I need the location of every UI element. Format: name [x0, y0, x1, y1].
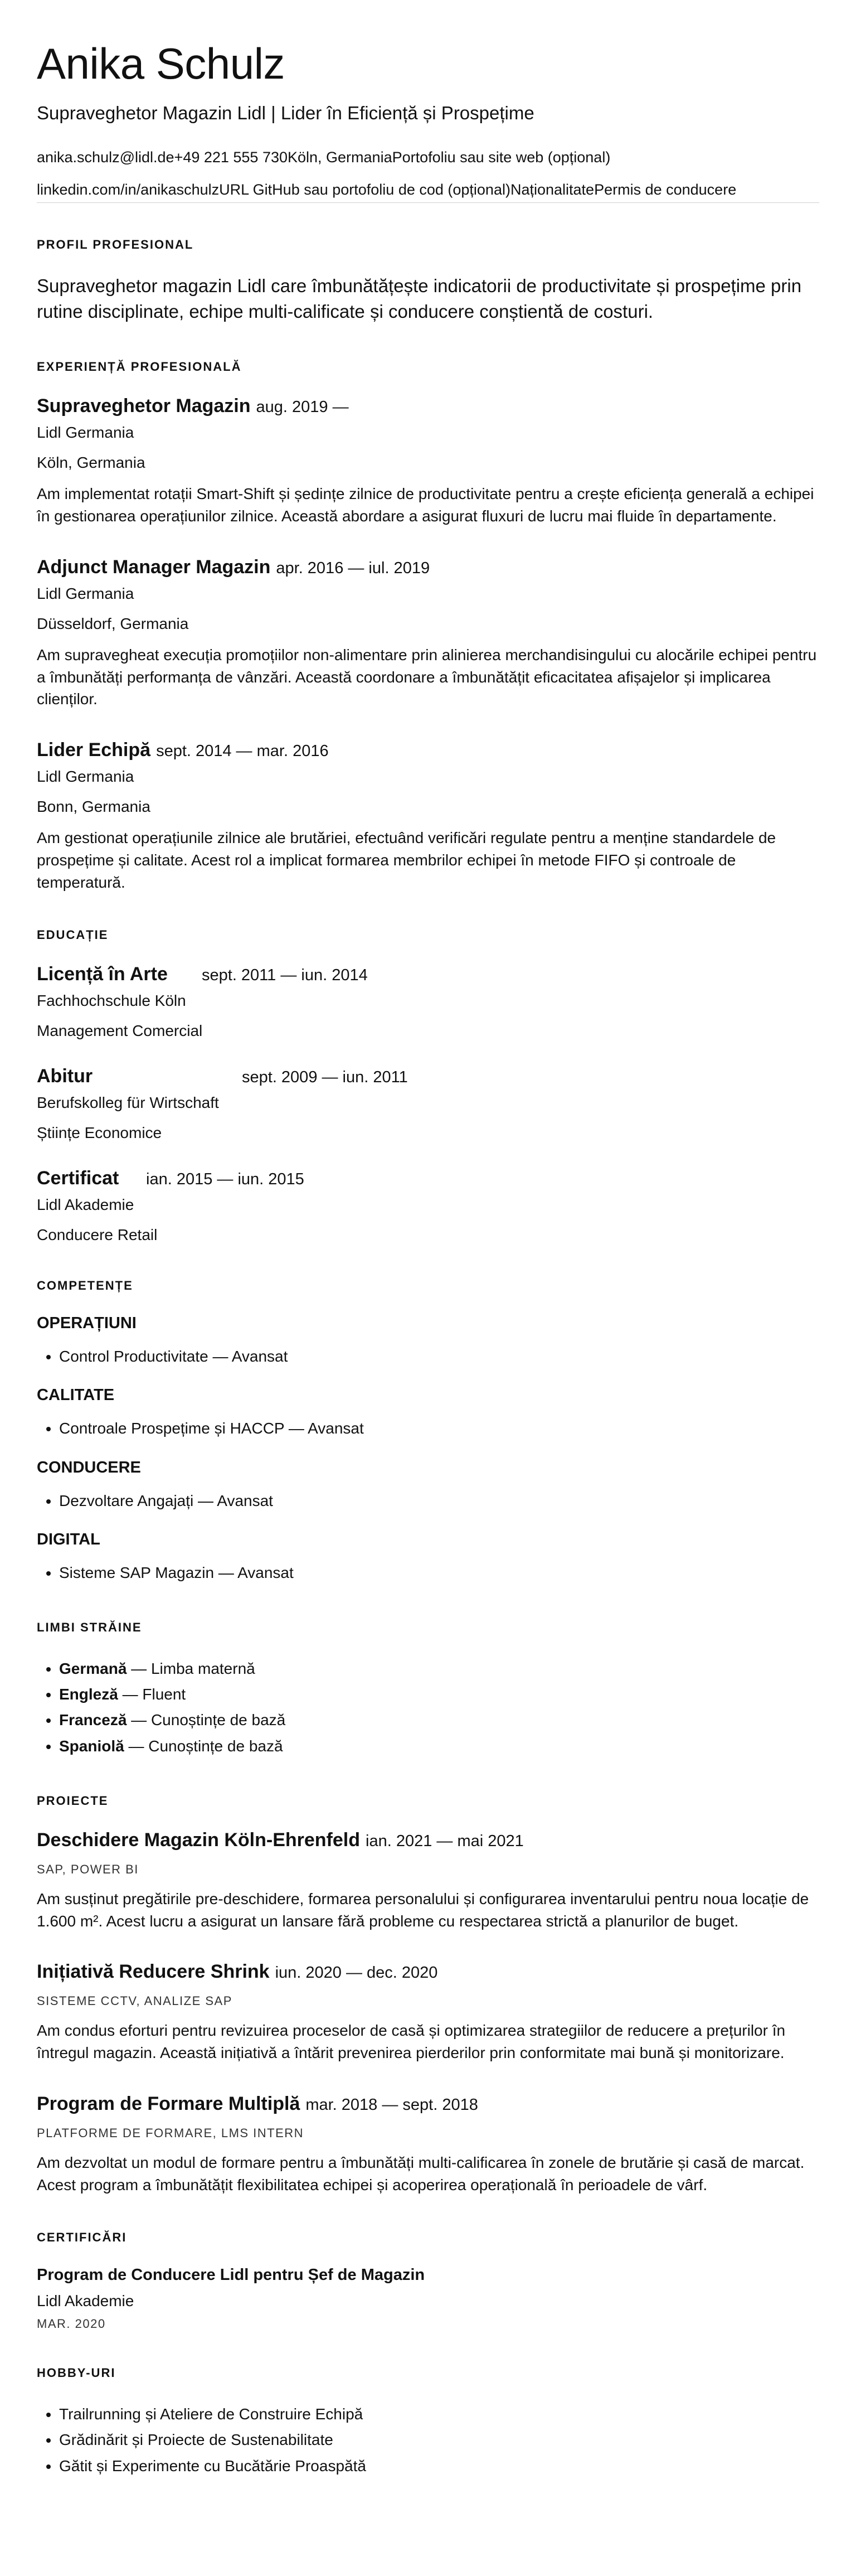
job-dates: apr. 2016 — iul. 2019: [276, 559, 430, 577]
certification-date: MAR. 2020: [37, 2317, 106, 2331]
project-name: Inițiativă Reducere Shrink: [37, 1961, 270, 1983]
skill-item: • Controale Prospețime și HACCP — Avansat: [59, 1416, 819, 1441]
section-title-skills: COMPETENȚE: [37, 1279, 133, 1293]
phone-text: +49 221 555 730: [174, 148, 288, 166]
email-link[interactable]: anika.schulz@lidl.de: [37, 148, 174, 166]
job-location: Köln, Germania: [37, 454, 145, 472]
nationality-text: Naționalitate: [510, 181, 595, 198]
section-title-projects: PROIECTE: [37, 1793, 109, 1808]
language-item: [59, 1656, 819, 1682]
candidate-name: Anika Schulz: [37, 39, 285, 88]
job-dates: aug. 2019 —: [256, 398, 349, 417]
contact-line-2: [37, 181, 819, 202]
project-entry: [37, 2093, 819, 2196]
project-description: Am condus eforturi pentru revizuirea proceselor de casă și optimizarea strategiilor de reducere a prețurilor în întregul magazin. Această inițiativă a întărit prevenirea pierderilor prin conformitate mai bună și monitorizare.: [37, 2022, 786, 2062]
certification-entry: [37, 2266, 819, 2331]
section-title-experience: EXPERIENȚĂ PROFESIONALĂ: [37, 360, 242, 374]
location-text: Köln, Germania: [288, 148, 392, 166]
project-name: Deschidere Magazin Köln-Ehrenfeld: [37, 1829, 360, 1851]
certification-name: Program de Conducere Lidl pentru Șef de Magazin: [37, 2266, 425, 2284]
school-name: Berufskolleg für Wirtschaft: [37, 1094, 219, 1112]
skill-category: CALITATE: [37, 1386, 115, 1405]
job-company: Lidl Germania: [37, 768, 134, 786]
language-level: — Fluent: [118, 1686, 186, 1703]
skill-item: • Control Productivitate — Avansat: [59, 1344, 819, 1369]
job-company: Lidl Germania: [37, 584, 134, 602]
language-item: [59, 1682, 819, 1707]
job-title: Supraveghetor Magazin: [37, 395, 251, 417]
projects-list: [37, 1829, 819, 2196]
project-tools: PLATFORME DE FORMARE, LMS INTERN: [37, 2125, 304, 2140]
project-description: Am dezvoltat un modul de formare pentru a îmbunătăți multi-calificarea în zonele de brutărie și casă de marcat. Acest program a îmbunătățit flexibilitatea echipei și acoperirea operațională în perioadele de vârf.: [37, 2153, 805, 2194]
project-entry: [37, 1961, 819, 2064]
skill-item: • Sisteme SAP Magazin — Avansat: [59, 1560, 819, 1586]
linkedin-link[interactable]: linkedin.com/in/anikaschulz: [37, 181, 220, 198]
language-item: [59, 1707, 819, 1733]
skill-item: • Dezvoltare Angajați — Avansat: [59, 1488, 819, 1514]
portfolio-text: Portofoliu sau site web (opțional): [392, 148, 611, 166]
degree-title: Abitur: [37, 1066, 93, 1087]
degree-title: Licență în Arte: [37, 963, 168, 985]
field-of-study: Conducere Retail: [37, 1226, 158, 1244]
language-level: — Cunoștințe de bază: [127, 1711, 286, 1729]
skills-list: [37, 1314, 819, 1586]
contact-line-1: [37, 148, 819, 166]
job-title: Adjunct Manager Magazin: [37, 556, 271, 578]
language-level: — Limba maternă: [127, 1660, 255, 1678]
job-description: Am supravegheat execuția promoțiilor non-alimentare prin alinierea merchandisingului cu alocările echipei pentru a îmbunătăți performanța de vânzări. Această coordonare a îmbunătățit eficacitatea afișajelor și implicarea clienților.: [37, 646, 817, 708]
education-list: [37, 963, 819, 1244]
section-title-profile: PROFIL PROFESIONAL: [37, 237, 194, 251]
language-level: — Cunoștințe de bază: [124, 1737, 283, 1755]
job-title: Lider Echipă: [37, 739, 151, 761]
github-text: URL GitHub sau portofoliu de cod (opțional): [219, 181, 510, 198]
skill-group: [37, 1531, 819, 1586]
project-dates: ian. 2021 — mai 2021: [366, 1832, 524, 1850]
degree-title: Certificat: [37, 1168, 119, 1189]
school-name: Lidl Akademie: [37, 1196, 134, 1214]
language-name: Germană: [59, 1660, 127, 1678]
language-item: [59, 1734, 819, 1759]
job-company: Lidl Germania: [37, 424, 134, 442]
job-description: Am implementat rotații Smart-Shift și ședințe zilnice de productivitate pentru a crește eficiența generală a echipei în gestionarea operațiunilor zilnice. Această abordare a asigurat fluxuri de lucru mai fluide în departamente.: [37, 485, 814, 525]
section-title-hobbies: HOBBY-URI: [37, 2366, 116, 2380]
profile-summary: Supraveghetor magazin Lidl care îmbunătățește indicatorii de productivitate și prospețime prin rutine disciplinate, echipe multi-calificate și conducere conștientă de costuri.: [37, 275, 802, 322]
license-text: Permis de conducere: [594, 181, 737, 198]
skill-category: CONDUCERE: [37, 1458, 141, 1476]
project-tools: SAP, POWER BI: [37, 1862, 139, 1876]
project-name: Program de Formare Multiplă: [37, 2093, 300, 2114]
skill-category: OPERAȚIUNI: [37, 1314, 137, 1333]
field-of-study: Științe Economice: [37, 1124, 162, 1142]
hobby-item: • Gătit și Experimente cu Bucătărie Proaspătă: [59, 2453, 819, 2479]
job-dates: sept. 2014 — mar. 2016: [156, 742, 329, 761]
degree-dates: ian. 2015 — iun. 2015: [146, 1170, 304, 1189]
headline: Supraveghetor Magazin Lidl | Lider în Eficiență și Prospețime: [37, 102, 534, 123]
project-entry: [37, 1829, 819, 1933]
hobbies-list: [37, 2401, 819, 2479]
experience-list: [37, 395, 819, 893]
education-entry: [37, 1066, 819, 1142]
experience-entry: [37, 739, 819, 893]
project-dates: iun. 2020 — dec. 2020: [275, 1964, 438, 1982]
language-name: Engleză: [59, 1686, 118, 1703]
project-tools: SISTEME CCTV, ANALIZE SAP: [37, 1994, 232, 2008]
skill-group: [37, 1314, 819, 1369]
language-name: Franceză: [59, 1711, 127, 1729]
school-name: Fachhochschule Köln: [37, 992, 186, 1010]
language-name: Spaniolă: [59, 1737, 124, 1755]
field-of-study: Management Comercial: [37, 1022, 203, 1040]
degree-dates: sept. 2011 — iun. 2014: [202, 966, 368, 985]
project-dates: mar. 2018 — sept. 2018: [305, 2095, 478, 2114]
experience-entry: [37, 556, 819, 710]
hobby-item: • Trailrunning și Ateliere de Construire Echipă: [59, 2401, 819, 2427]
job-description: Am gestionat operațiunile zilnice ale brutăriei, efectuând verificări regulate pentru a menține standardele de prospețime și calitate. Acest rol a implicat formarea membrilor echipei în metode FIFO și controale de temperatură.: [37, 829, 776, 891]
skill-group: [37, 1386, 819, 1441]
skill-category: DIGITAL: [37, 1530, 100, 1548]
job-location: Bonn, Germania: [37, 798, 150, 816]
section-title-certifications: CERTIFICĂRI: [37, 2230, 127, 2245]
project-description: Am susținut pregătirile pre-deschidere, formarea personalului și configurarea inventarului pentru noua locație de 1.600 m². Acest lucru a asigurat un lansare fără probleme cu respectarea strictă a planurilor de buget.: [37, 1890, 809, 1930]
skill-group: [37, 1459, 819, 1514]
languages-list: [37, 1656, 819, 1759]
hobby-item: • Grădinărit și Proiecte de Sustenabilitate: [59, 2427, 819, 2453]
experience-entry: [37, 395, 819, 527]
job-location: Düsseldorf, Germania: [37, 614, 189, 632]
section-title-education: EDUCAȚIE: [37, 928, 109, 942]
education-entry: [37, 963, 819, 1040]
degree-dates: sept. 2009 — iun. 2011: [242, 1068, 408, 1087]
section-title-languages: LIMBI STRĂINE: [37, 1620, 142, 1635]
certification-org: Lidl Akademie: [37, 2292, 134, 2310]
education-entry: [37, 1168, 819, 1244]
